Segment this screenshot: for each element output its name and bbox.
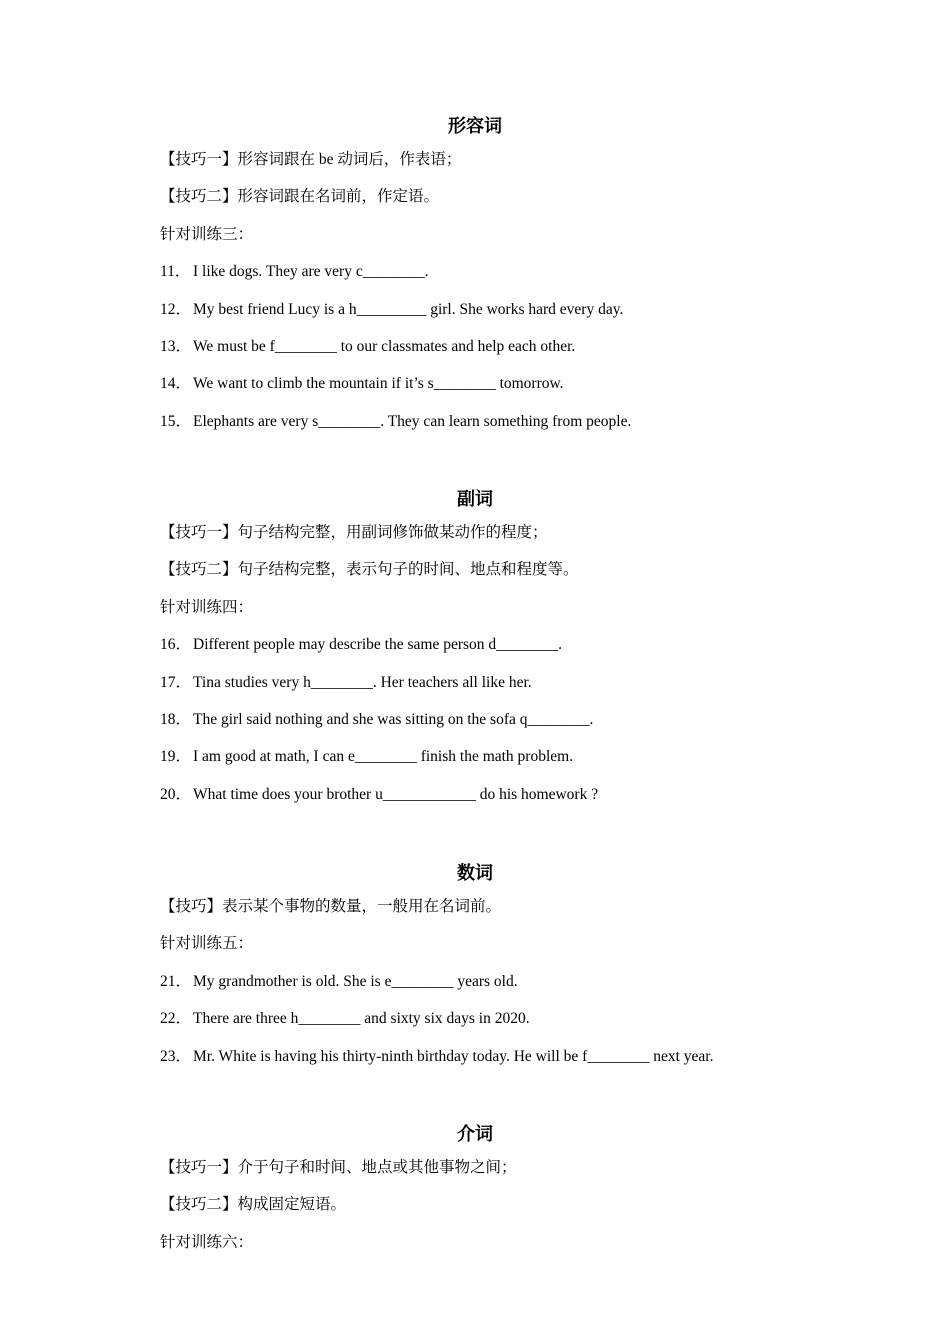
question-item [160, 403, 800, 440]
question-number: 13． [160, 337, 192, 355]
tip-line: 【技巧二】构成固定短语。 [160, 1196, 347, 1214]
question-item [160, 1000, 800, 1037]
section-prepositions [160, 1121, 800, 1261]
question-text: I am good at math, I can e________ finish the math problem. [193, 748, 574, 766]
tip-line: 【技巧】表示某个事物的数量，一般用在名词前。 [160, 898, 502, 915]
question-number: 16． [160, 636, 192, 654]
question-item [160, 738, 800, 775]
question-item [160, 365, 800, 402]
question-text: Different people may describe the same person d________. [193, 636, 563, 654]
question-text: My best friend Lucy is a h_________ girl. She works hard every day. [193, 300, 624, 318]
question-number: 21． [160, 972, 192, 990]
section-title: 副词 [457, 489, 493, 510]
tip-line: 【技巧二】形容词跟在名词前，作定语。 [160, 188, 440, 206]
question-number: 11． [160, 263, 191, 281]
tip-line: 【技巧一】介于句子和时间、地点或其他事物之间； [160, 1159, 517, 1176]
section-adjectives [160, 113, 800, 440]
question-text: The girl said nothing and she was sitting on the sofa q________. [193, 710, 594, 728]
question-number: 15． [160, 412, 192, 430]
question-number: 14． [160, 375, 192, 393]
question-number: 23． [160, 1047, 192, 1065]
question-item [160, 963, 800, 1000]
question-item [160, 626, 800, 663]
section-adverbs [160, 486, 800, 813]
question-text: There are three h________ and sixty six days in 2020. [193, 1010, 530, 1028]
question-item [160, 1038, 800, 1075]
question-text: I like dogs. They are very c________. [193, 263, 429, 281]
question-item [160, 664, 800, 701]
question-text: Tina studies very h________. Her teachers all like her. [193, 673, 532, 691]
section-title: 数词 [457, 863, 493, 884]
question-text: My grandmother is old. She is e________ years old. [193, 972, 518, 990]
practice-heading: 针对训练六： [160, 1233, 254, 1251]
question-item [160, 291, 800, 328]
question-text: Mr. White is having his thirty-ninth birthday today. He will be f________ next year. [193, 1047, 714, 1065]
question-number: 20． [160, 785, 192, 803]
question-item [160, 701, 800, 738]
tip-line: 【技巧一】形容词跟在 be 动词后，作表语； [160, 151, 462, 168]
question-text: We must be f________ to our classmates and help each other. [193, 337, 576, 355]
tip-line: 【技巧一】句子结构完整，用副词修饰做某动作的程度； [160, 524, 548, 541]
section-title: 形容词 [448, 116, 502, 137]
practice-heading: 针对训练四： [160, 598, 254, 616]
question-text: Elephants are very s________. They can learn something from people. [193, 412, 632, 430]
practice-heading: 针对训练三： [160, 225, 254, 243]
question-number: 22． [160, 1010, 192, 1028]
tip-line: 【技巧二】句子结构完整，表示句子的时间、地点和程度等。 [160, 561, 579, 579]
question-item [160, 328, 800, 365]
question-text: What time does your brother u____________ do his homework ? [193, 785, 599, 803]
question-number: 18． [160, 710, 192, 728]
question-item [160, 776, 800, 813]
question-item [160, 253, 800, 290]
section-numerals [160, 860, 800, 1075]
section-title: 介词 [457, 1124, 493, 1145]
question-number: 12． [160, 300, 192, 318]
question-number: 19． [160, 748, 192, 766]
question-text: We want to climb the mountain if it’s s________ tomorrow. [193, 375, 564, 393]
question-number: 17． [160, 673, 192, 691]
practice-heading: 针对训练五： [160, 935, 254, 953]
